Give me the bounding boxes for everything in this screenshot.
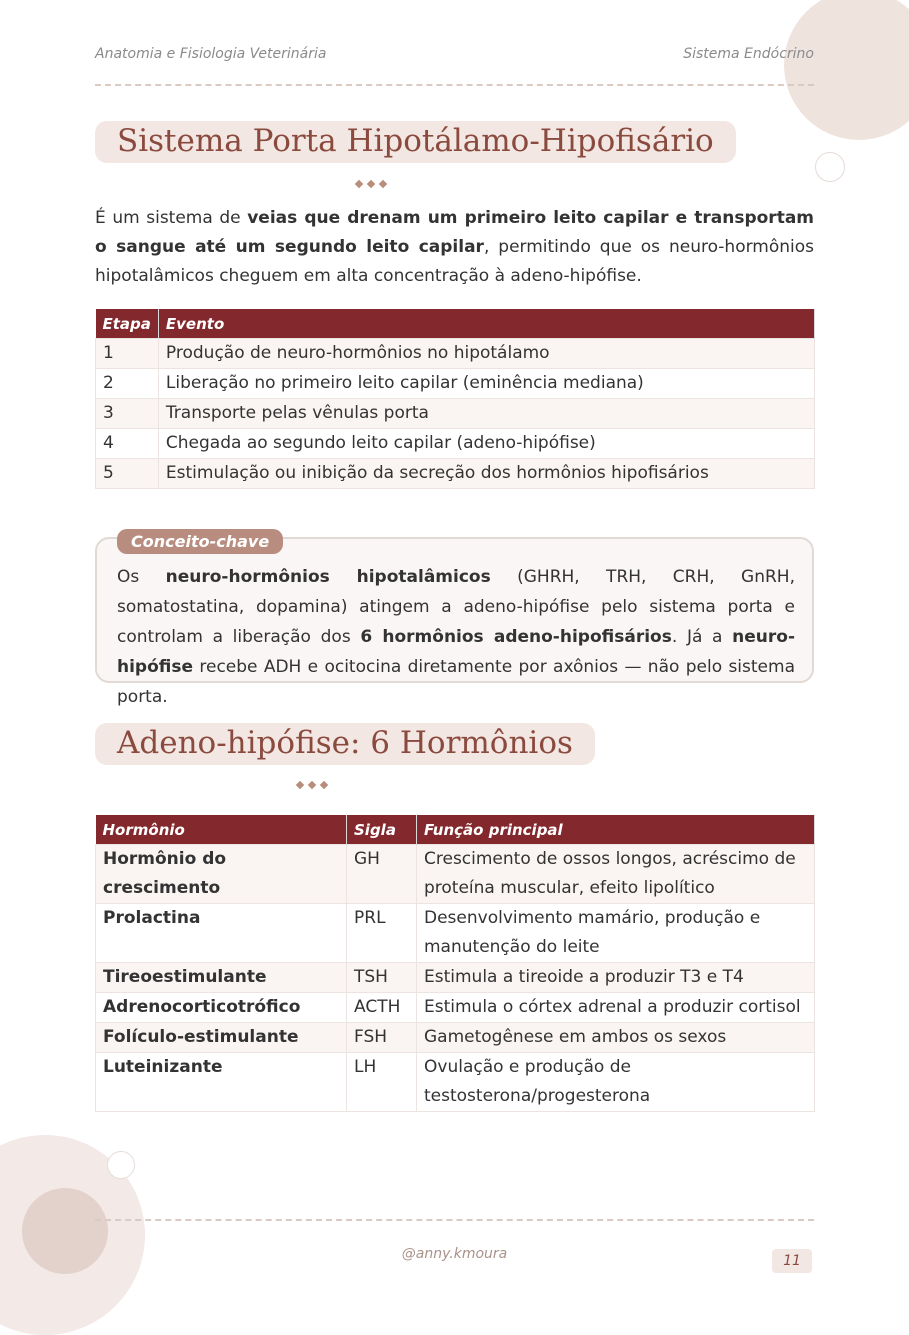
header-left-title: Anatomia e Fisiologia Veterinária: [95, 46, 327, 62]
footer-divider: [95, 1219, 814, 1221]
table-row: 1 Produção de neuro-hormônios no hipotálamo: [96, 339, 815, 369]
page-header: [95, 46, 814, 62]
table-row: Tireoestimulante TSH Estimula a tireoide a produzir T3 e T4: [96, 963, 815, 993]
concept-label: Conceito-chave: [117, 529, 283, 554]
section-divider-diamonds: [297, 782, 327, 788]
table-row: 2 Liberação no primeiro leito capilar (eminência mediana): [96, 369, 815, 399]
column-header-etapa: Etapa: [96, 309, 159, 339]
table-row: 3 Transporte pelas vênulas porta: [96, 399, 815, 429]
table-row: Folículo-estimulante FSH Gametogênese em ambos os sexos: [96, 1023, 815, 1053]
column-header-evento: Evento: [158, 309, 814, 339]
column-header-hormonio: Hormônio: [96, 815, 347, 845]
table-row: Prolactina PRL Desenvolvimento mamário, produção e manutenção do leite: [96, 904, 815, 963]
header-divider: [95, 84, 814, 86]
decor-circle-small-top: [815, 152, 845, 182]
header-right-title: Sistema Endócrino: [683, 46, 814, 62]
page-number: 11: [772, 1249, 812, 1273]
table-row: 5 Estimulação ou inibição da secreção dos hormônios hipofisários: [96, 459, 815, 489]
decor-circle-top-right: [784, 0, 909, 140]
hormones-table: [95, 815, 815, 1112]
etapas-table: [95, 309, 815, 489]
section-title-porta: Sistema Porta Hipotálamo-Hipofisário: [95, 121, 736, 163]
table-row: Luteinizante LH Ovulação e produção de testosterona/progesterona: [96, 1053, 815, 1112]
footer-username: @anny.kmoura: [401, 1246, 508, 1262]
concept-text: Os neuro-hormônios hipotalâmicos (GHRH, TRH, CRH, GnRH, somatostatina, dopamina) atingem a adeno-hipófise pelo sistema porta e controlam a liberação dos 6 hormônios adeno-hipofisários. Já a neuro-hipófise recebe ADH e ocitocina diretamente por axônios — não pelo sistema porta.: [117, 567, 796, 707]
intro-paragraph: É um sistema de veias que drenam um primeiro leito capilar e transportam o sangue até um segundo leito capilar, permitindo que os neuro-hormônios hipotalâmicos cheguem em alta concentração à adeno-hipófise.: [95, 208, 815, 286]
section-title-adeno: Adeno-hipófise: 6 Hormônios: [95, 723, 595, 765]
column-header-funcao: Função principal: [417, 815, 815, 845]
table-row: 4 Chegada ao segundo leito capilar (adeno-hipófise): [96, 429, 815, 459]
table-row: Hormônio do crescimento GH Crescimento de ossos longos, acréscimo de proteína muscular, efeito lipolítico: [96, 845, 815, 904]
section-divider-diamonds: [356, 181, 386, 187]
column-header-sigla: Sigla: [347, 815, 417, 845]
table-row: Adrenocorticotrófico ACTH Estimula o córtex adrenal a produzir cortisol: [96, 993, 815, 1023]
decor-circle-small-bottom: [107, 1151, 135, 1179]
